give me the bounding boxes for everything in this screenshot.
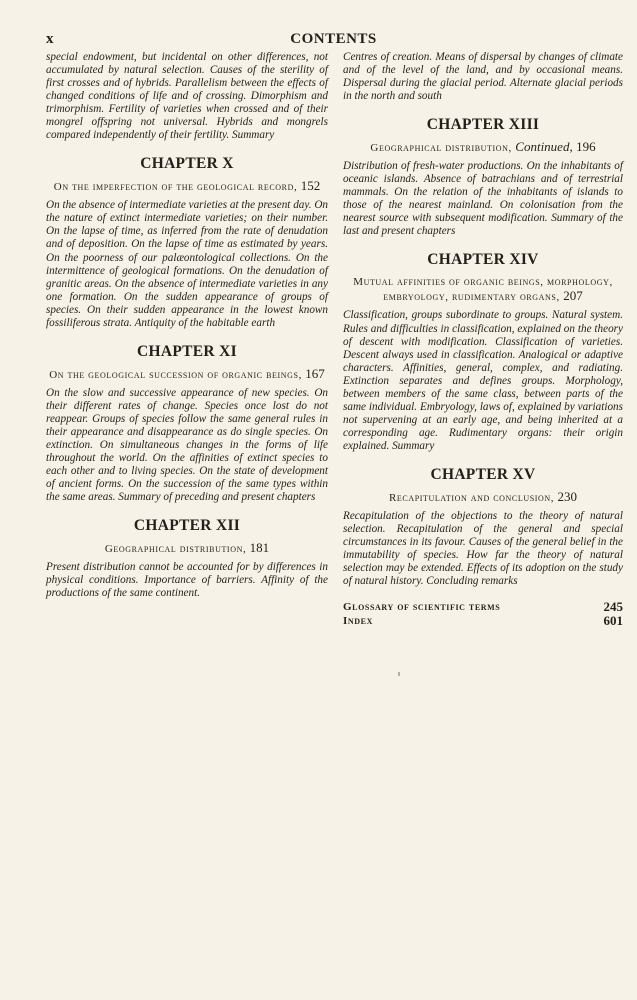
index-page-number: 601: [603, 613, 623, 629]
paper-speck: [398, 672, 400, 676]
chapter-subject-title: On the geological succession of organic beings,: [49, 368, 302, 381]
chapter-subject: [343, 490, 623, 505]
chapter-heading: CHAPTER XIII: [426, 116, 540, 134]
chapter-page-number: 167: [305, 365, 325, 381]
right-column: [343, 51, 623, 628]
left-column: [46, 51, 328, 600]
running-head: CONTENTS: [290, 31, 377, 47]
chapter-summary: Present distribution cannot be accounted for by differences in physical conditions. Importance of barriers. Affinity of the productions of the same continent.: [46, 561, 328, 600]
chapter-subject-title: Recapitulation and conclusion,: [389, 491, 555, 504]
chapter-heading: CHAPTER XII: [133, 517, 241, 535]
chapter-subject-title: Geographical distribution,: [104, 543, 247, 556]
index-entry: [343, 614, 623, 628]
chapter-heading: CHAPTER XIV: [427, 251, 539, 269]
chapter-page-number: 207: [563, 288, 583, 304]
glossary-entry: [343, 600, 623, 614]
chapter-subject: [46, 541, 328, 556]
glossary-label: Glossary of scientific terms: [343, 601, 501, 614]
chapter-page-number: 230: [557, 488, 577, 504]
chapter-page-number: 196: [576, 139, 596, 155]
glossary-page-number: 245: [603, 599, 623, 615]
chapter-heading: CHAPTER XV: [430, 465, 536, 483]
chapter-subject: [46, 367, 328, 382]
continued-summary: special endowment, but incidental on other differences, not accumulated by natural selection. Causes of the sterility of first crosses and of hybrids. Parallelism between the effects of changed conditions of life and of crossing. Dimorphism and trimorphism. Fertility of varieties when crossed and of their mongrel offspring not universal. Hybrids and mongrels compared independently of their fertility. Summary: [46, 51, 328, 142]
chapter-heading: CHAPTER X: [140, 155, 234, 173]
chapter-page-number: 181: [249, 540, 270, 556]
index-label: Index: [343, 615, 373, 628]
chapter-subject: [343, 140, 623, 155]
chapter-subject: [343, 275, 623, 304]
chapter-summary: On the slow and successive appearance of new species. On their different rates of change. Species once lost do not reappear. Groups of species follow the same general rules in their appearance and disappearance as do single species. On extinction. On simultaneous changes in the forms of life throughout the world. On the affinities of extinct species to each other and to living species. On the state of development of ancient forms. On the succession of the same types within the same areas. Summary of preceding and present chapters: [46, 386, 328, 504]
chapter-subject-title: Geographical distribution,: [370, 142, 512, 155]
chapter-subject-continued: Continued,: [515, 139, 573, 155]
chapter-summary: On the absence of intermediate varieties at the present day. On the nature of extinct intermediate varieties; on their number. On the lapse of time, as inferred from the rate of denudation and of deposition. On the lapse of time as estimated by years. On the poorness of our palæontological collections. On the intermittence of geological formations. On the denudation of granitic areas. On the absence of intermediate varieties in any one formation. On the sudden appearance of groups of species. On their sudden appearance in the lowest known fossiliferous strata. Antiquity of the habitable earth: [46, 199, 329, 329]
chapter-subject-title: On the imperfection of the geological record,: [53, 181, 298, 194]
chapter-subject-title: Mutual affinities of organic beings, morphology, embryology, rudimentary organs,: [353, 276, 613, 304]
chapter-page-number: 152: [300, 178, 321, 194]
chapter-heading: CHAPTER XI: [137, 342, 237, 360]
folio: x: [46, 31, 54, 47]
chapter-summary: Classification, groups subordinate to groups. Natural system. Rules and difficulties in classification, explained on the theory of descent with modification. Classification of varieties. Descent always used in classification. Analogical or adaptive characters. Affinities, general, complex, and radiating. Extinction separates and defines groups. Morphology, between members of the same class, between parts of the same individual. Embryology, laws of, explained by variations not supervening at an early age, and being inherited at a corresponding age. Rudimentary organs: their origin explained. Summary: [343, 309, 623, 452]
chapter-summary: Recapitulation of the objections to the theory of natural selection. Recapitulation of the general and special circumstances in its favour. Causes of the general belief in the immutability of species. How far the theory of natural selection may be extended. Effects of its adoption on the study of natural history. Concluding remarks: [343, 509, 623, 588]
continued-summary: Centres of creation. Means of dispersal by changes of climate and of the level of the land, and by occasional means. Dispersal during the glacial period. Alternate glacial periods in the north and south: [343, 51, 623, 103]
chapter-summary: Distribution of fresh-water productions. On the inhabitants of oceanic islands. Absence of batrachians and of terrestrial mammals. On the relation of the inhabitants of islands to those of the nearest mainland. On colonisation from the nearest source with subsequent modification. Summary of the last and present chapters: [343, 160, 623, 238]
page-header: [46, 31, 621, 49]
chapter-subject: [46, 179, 328, 194]
